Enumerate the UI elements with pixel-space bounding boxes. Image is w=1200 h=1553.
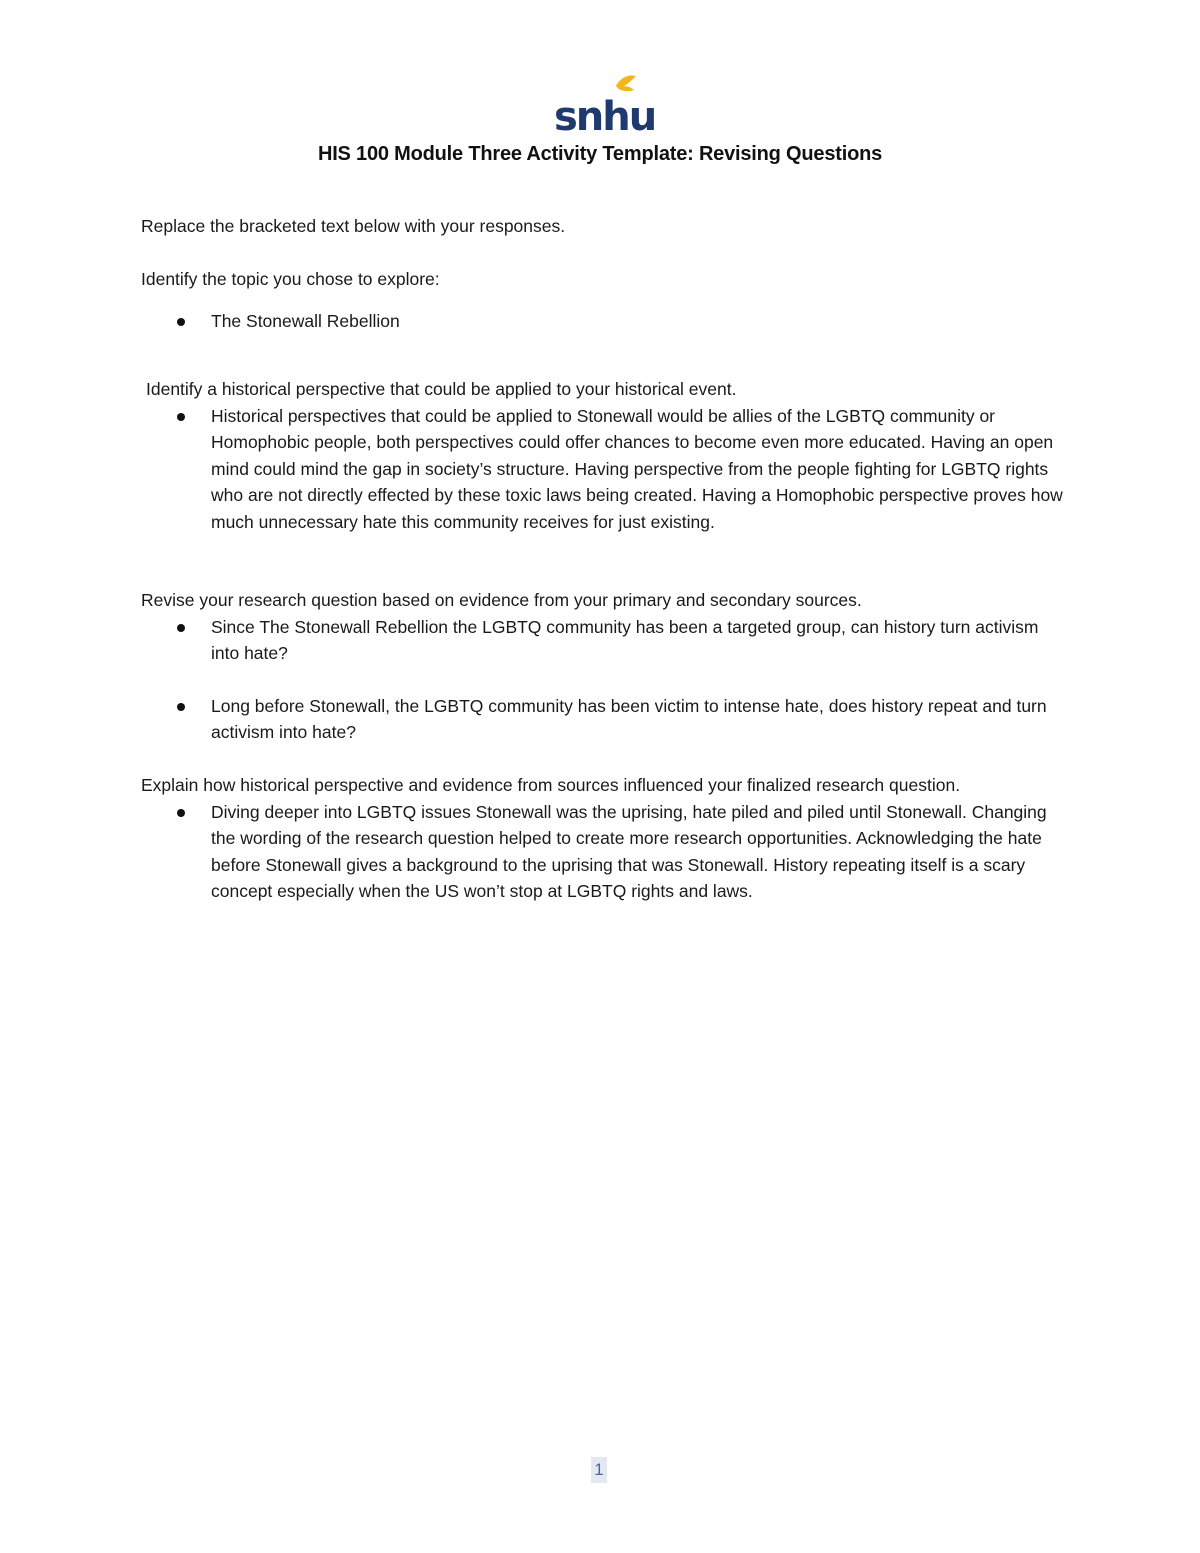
list-item: Diving deeper into LGBTQ issues Stonewall was the uprising, hate piled and piled until Stonewall. Changing the wording of the research question helped to create more research opportunities. Acknowledging the hate before Stonewall gives a background to the uprising that was Stonewall. History repeating itself is a scary concept especially when the US won’t stop at LGBTQ rights and laws. (141, 799, 1071, 905)
section-explain (141, 772, 1071, 905)
section-prompt: Explain how historical perspective and evidence from sources influenced your finalized research question. (141, 775, 961, 795)
snhu-logo (554, 72, 656, 140)
list-item: Long before Stonewall, the LGBTQ community has been victim to intense hate, does history repeat and turn activism into hate? (141, 693, 1071, 746)
intro-text: Replace the bracketed text below with your responses. (141, 216, 566, 236)
list-item: Historical perspectives that could be applied to Stonewall would be allies of the LGBTQ community or Homophobic people, both perspectives could offer chances to become even more educated. Having an open mind could mind the gap in society’s structure. Having perspective from the people fighting for LGBTQ rights who are not directly effected by these toxic laws being created. Having a Homophobic perspective proves how much unnecessary hate this community receives for just existing. (141, 403, 1071, 536)
bullet-icon (177, 318, 185, 326)
section-prompt: Identify a historical perspective that could be applied to your historical event. (146, 379, 737, 399)
bullet-list (141, 799, 1071, 905)
section-prompt: Revise your research question based on evidence from your primary and secondary sources. (141, 590, 862, 610)
section-topic (141, 266, 1071, 334)
list-item: The Stonewall Rebellion (141, 308, 1071, 335)
bullet-list (141, 614, 1071, 746)
page-number: 1 (591, 1457, 607, 1483)
bullet-icon (177, 413, 185, 421)
section-prompt: Identify the topic you chose to explore: (141, 269, 440, 289)
section-revise (141, 587, 1071, 746)
document-title: HIS 100 Module Three Activity Template: Revising Questions (317, 143, 883, 165)
bullet-list (141, 403, 1071, 536)
bullet-icon (177, 703, 185, 711)
list-item: Since The Stonewall Rebellion the LGBTQ community has been a targeted group, can history turn activism into hate? (141, 614, 1071, 667)
svg-text:snhu: snhu (554, 94, 656, 140)
bullet-icon (177, 809, 185, 817)
section-perspective (141, 376, 1071, 535)
bullet-list (141, 308, 1071, 335)
bullet-icon (177, 624, 185, 632)
